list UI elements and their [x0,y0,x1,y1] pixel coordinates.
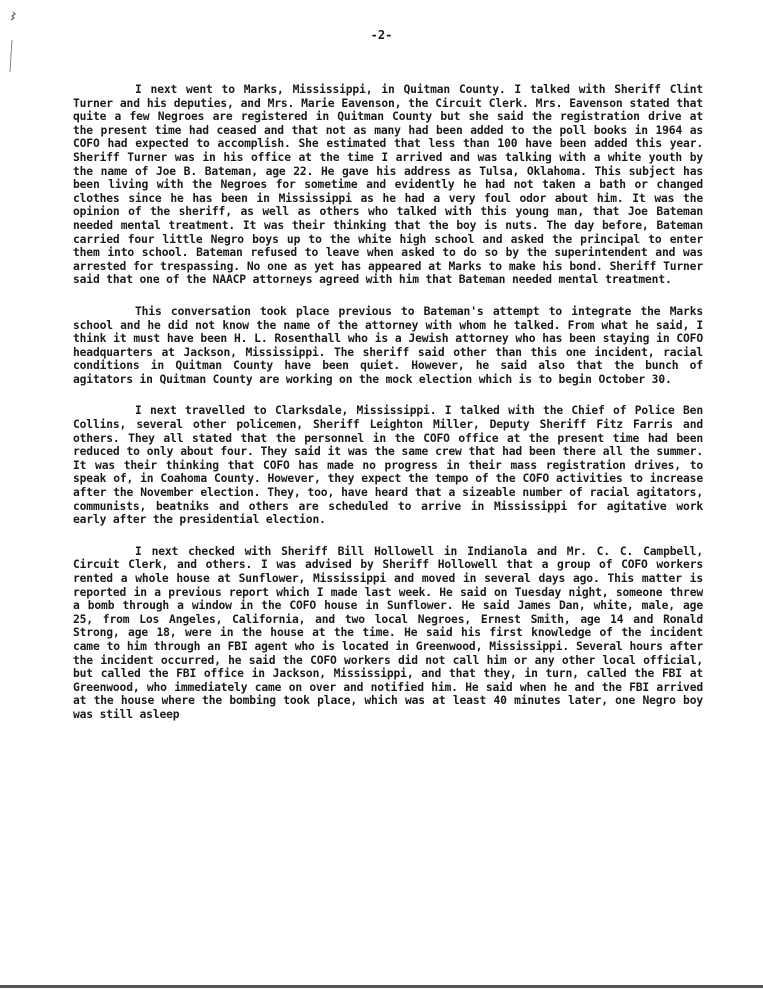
paragraph-indianola: I next checked with Sheriff Bill Hollowell in Indianola and Mr. C. C. Campbell, Circuit Clerk, and others. I was advised by Sheriff Hollowell that a group of COFO workers rented a whole house at Sunflower, Mississippi and moved in several days ago. This matter is reported in a previous report which I made last week. He said on Tuesday night, someone threw a bomb through a window in the COFO house in Sunflower. He said James Dan, white, male, age 25, from Los Angeles, California, and two local Negroes, Ernest Smith, age 14 and Ronald Strong, age 18, were in the house at the time. He said his first knowledge of the incident came to him through an FBI agent who is located in Greenwood, Mississippi. Several hours after the incident occurred, he said the COFO workers did not call him or any other local official, but called the FBI office in Jackson, Mississippi, and that they, in turn, called the FBI at Greenwood, who immediately came on over and notified him. He said when he and the FBI arrived at the house where the bombing took place, which was at least 40 minutes later, one Negro boy was still asleep [73,544,710,721]
margin-mark-icon [6,10,20,80]
document-body [73,83,710,740]
paragraph-clarksdale: I next travelled to Clarksdale, Mississippi. I talked with the Chief of Police Ben Collins, several other policemen, Sheriff Leighton Miller, Deputy Sheriff Fitz Farris and others. They all stated that the personnel in the COFO office at the present time had been reduced to only about four. They said it was the same crew that had been there all the summer. It was their thinking that COFO has made no progress in their mass registration drives, to speak of, in Coahoma County. However, they expect the tempo of the COFO activities to increase after the November election. They, too, have heard that a sizeable number of racial agitators, communists, beatniks and others are scheduled to arrive in Mississippi for agitative work early after the presidential election. [73,404,710,527]
paragraph-conversation: This conversation took place previous to Bateman's attempt to integrate the Marks school and he did not know the name of the attorney with whom he talked. From what he said, I think it must have been H. L. Rosenthall who is a Jewish attorney who has been staying in COFO headquarters at Jackson, Mississippi. The sheriff said other than this one incident, racial conditions in Quitman County have been quiet. However, he said also that the bunch of agitators in Quitman County are working on the mock election which is to begin October 30. [73,304,710,386]
paragraph-marks: I next went to Marks, Mississippi, in Quitman County. I talked with Sheriff Clint Turner and his deputies, and Mrs. Marie Eavenson, the Circuit Clerk. Mrs. Eavenson stated that quite a few Negroes are registered in Quitman County but she said the registration drive at the present time had ceased and that not as many had been added to the poll books in 1964 as COFO had expected to accomplish. She estimated that less than 100 have been added this year. Sheriff Turner was in his office at the time I arrived and was talking with a white youth by the name of Joe B. Bateman, age 22. He gave his address as Tulsa, Oklahoma. This subject has been living with the Negroes for sometime and evidently he had not taken a bath or changed clothes since he has been in Mississippi as he had a very foul odor about him. It was the opinion of the sheriff, as well as others who talked with this young man, that Joe Bateman needed mental treatment. It was their thinking that the boy is nuts. The day before, Bateman carried four little Negro boys up to the white high school and asked the principal to enter them into school. Bateman refused to leave when asked to do so by the superintendent and was arrested for trespassing. No one as yet has appeared at Marks to make his bond. Sheriff Turner said that one of the NAACP attorneys agreed with him that Bateman needed mental treatment. [73,83,710,287]
bottom-rule [0,985,763,988]
page-number: -2- [370,28,393,42]
